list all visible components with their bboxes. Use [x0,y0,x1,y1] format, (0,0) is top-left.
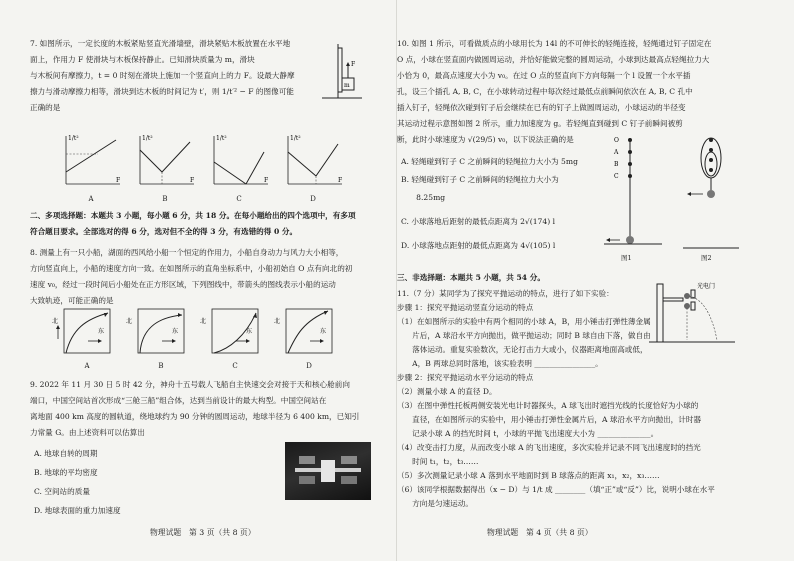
q10-option-a: A. 轻绳碰到钉子 C 之前瞬间的轻绳拉力大小为 5mg [401,157,578,166]
q7-line-4: 擦力与滑动摩擦力相等，滑块到达木板的时间记为 t′，则 1/t′² − F 的图像可能 [30,87,294,96]
q11-fig-photogate-label: 光电门 [697,283,716,290]
q10-line-4: 孔，设三个插孔 A, B, C，在小球转动过程中每次经过最低点前瞬间依次在 A, B, C 孔中 [397,87,693,96]
question-7 [30,38,350,130]
section-2-line-2: 符合题目要求。全部选对的得 6 分，选对但不全的得 3 分，有选错的得 0 分。 [30,227,298,236]
q7-line-1: 7. 如图所示，一定长度的木板紧贴竖直光滑墙壁，滑块紧贴木板放置在水平地 [30,39,291,48]
q11-line-9: （3）在图中弹性托板两侧安装光电计时器探头，A 球飞出时遮挡光线的长度恰好为小球的 [397,401,699,410]
question-9 [30,379,370,445]
q10-option-d: D. 小球落地点距射的最低点距离为 4√(105) l [401,241,556,250]
q7-graph-b [132,132,198,203]
q7-graph-d-x: F [338,177,343,184]
q11-line-13: 时间 t₁，t₂，t₃…… [397,457,479,466]
q10-figure-2-label: 图2 [701,254,712,262]
q8-line-3: 速度 v₀，经过一段时间后小船处在正方形区域，下列图线中，带箭头的图线表示小船的运动 [30,280,336,289]
q7-graph-a [58,132,124,203]
q10-line-1: 10. 如图 1 所示，可看做质点的小球用长为 14l 的不可伸长的轻绳连接，轻绳通过钉子固定在 [397,39,712,48]
q10-line-2: O 点，小球在竖直面内做圆周运动，并恰好能做完整的圆周运动，小球到达最高点轻绳拉力大 [397,55,710,64]
q10-line-6: 其运动过程示意图如图 2 所示，重力加速度为 g。若轻绳直到碰到 C 钉子前瞬间被剪 [397,119,683,128]
q10-options [401,156,597,272]
q8-graph-b-label: B [158,362,164,370]
q8-line-4: 大致轨迹，可能正确的是 [30,296,114,305]
q7-line-2: 面上，作用力 F 使滑块与木板保持静止。已知滑块质量为 m，滑块 [30,55,255,64]
q10-option-b-cont: 8.25mg [401,193,446,202]
q10-fig1-point-a: A [614,149,619,156]
q8-graph-a-north: 北 [52,318,59,325]
q7-graph-a-label: A [88,195,94,203]
q7-apparatus-figure [318,42,366,102]
q9-options [34,448,274,524]
q9-option-b: B. 地球的平均密度 [34,468,98,477]
left-page-footer: 物理试题 第 3 页（共 8 页） [150,528,256,537]
q10-figure-2 [679,128,743,258]
q11-line-8: （2）测量小球 A 的直径 D。 [397,387,497,396]
q7-line-3: 与木板间有摩擦力，t = 0 时刻在滑块上施加一个竖直向上的力 F。设最大静摩 [30,71,295,80]
section-3-heading: 三、非选择题：本题共 5 小题，共 54 分。 [397,273,545,282]
q7-graph-b-label: B [162,195,168,203]
q7-fig-label-m: m [344,82,350,89]
section-2-heading [30,210,370,244]
q9-line-2: 端口，中国空间站首次形成“三舱三船”组合体，达到当前设计的最大构型。中国空间站在 [30,396,327,405]
q10-fig1-point-c: C [614,173,619,180]
q10-figure-1-label: 图1 [621,254,632,262]
question-8 [30,247,370,313]
q11-line-4: 片后，A 球沿水平方向抛出，做平抛运动；同时 B 球自由下落，做自由 [397,331,651,340]
section-2-line-1: 二、多项选择题：本题共 3 小题，每小题 6 分，共 18 分。在每小题给出的四个选项中，有多项 [30,211,356,220]
q8-graph-b-north: 北 [126,318,133,325]
space-station-photo [285,442,371,500]
q9-option-c: C. 空间站的质量 [34,487,90,496]
q7-graph-d-label: D [310,195,316,203]
q7-graph-c-label: C [236,195,242,203]
q8-graph-a-east: 东 [98,328,105,335]
q7-graph-c-y: 1/t² [216,135,227,142]
q11-line-10: 直径，在如图所示的实验中，用小锤击打弹性金属片后，A 球沿水平方向抛出，计时器 [397,415,702,424]
q10-fig1-point-o: O [614,137,619,144]
q7-graph-c [206,132,272,203]
q10-option-b: B. 轻绳碰到钉子 C 之前瞬间的轻绳拉力大小为 [401,175,559,184]
q10-line-7: 断，此时小球速度为 √(29/5) v₀，以下说法正确的是 [397,135,574,144]
question-10 [397,38,727,150]
q10-option-c: C. 小球落地后距射的最低点距离为 2√(174) l [401,217,556,226]
q8-graph-d-east: 东 [320,328,327,335]
q11-line-14: （5）多次测量记录小球 A 落到水平地面时到 B 球落点的距离 x₁，x₂，x₃…… [397,471,660,480]
q7-graph-b-y: 1/t² [142,135,153,142]
q10-fig1-point-b: B [614,161,619,168]
q8-graph-a [52,305,122,370]
q10-figure-1 [602,128,672,253]
q11-line-5: 落体运动。重复实验数次，无论打击力大或小，仪器距离地面高或低， [397,345,648,354]
q7-line-5: 正确的是 [30,103,61,112]
q8-graph-c-north: 北 [200,318,207,325]
q9-option-a: A. 地球自转的周期 [34,449,98,458]
q8-graph-a-label: A [84,362,90,370]
q11-line-7: 步骤 2：探究平抛运动水平分运动的特点 [397,373,534,382]
q7-graph-c-x: F [264,177,269,184]
q10-line-5: 插入钉子，轻绳依次碰到钉子后会继续在已有的钉子上做圆周运动，小球运动的半径变 [397,103,686,112]
q11-line-16: 方向是匀速运动。 [397,499,473,508]
q7-graph-d [280,132,346,203]
q7-graph-a-y: 1/t² [68,135,79,142]
q11-line-1: 11.（7 分）某同学为了探究平抛运动的特点，进行了如下实验： [397,289,614,298]
q7-graph-d-y: 1/t² [290,135,301,142]
q11-line-15: （6）该同学根据数据得出（x − D）与 1/t 成 ________（填“正”或“反”）比，说明小球在水平 [397,485,715,494]
q9-line-3: 离地面 400 km 高度的圆轨道，绕地球约为 90 分钟的圆周运动，地球半径为 6 400 km，已知引 [30,412,360,421]
q11-line-6: A，B 两球总同时落地，该实验表明 ________________。 [397,359,603,368]
q8-graph-b [126,305,196,370]
q10-line-3: 小恰为 0，最高点速度大小为 v₀。在过 O 点的竖直向下方向每隔一个 l 设置一个水平插 [397,71,691,80]
right-page [397,0,794,561]
q11-line-3: （1）在如图所示的实验中有两个相同的小球 A，B，用小锤击打弹性薄金属 [397,317,651,326]
q8-graph-b-east: 东 [172,328,179,335]
q8-graph-c-label: C [232,362,238,370]
q7-graph-b-x: F [190,177,195,184]
q8-graph-d-label: D [306,362,312,370]
q7-fig-label-f: F [351,61,356,68]
q11-line-12: （4）改变击打力度，从而改变小球 A 的飞出速度，多次实验并记录不同飞出速度时的挡光 [397,443,701,452]
q8-graph-d-north: 北 [274,318,281,325]
q8-graph-d [274,305,344,370]
q8-graph-c-east: 东 [246,328,253,335]
q8-line-2: 方向竖直向上，小船的速度方向一致。在如图所示的直角坐标系中，小船初始自 O 点有向北的初 [30,264,353,273]
q9-option-d: D. 地球表面的重力加速度 [34,506,121,515]
q11-line-2: 步骤 1：探究平抛运动竖直分运动的特点 [397,303,534,312]
q11-line-11: 记录小球 A 的挡光时间 t，小球的平抛飞出速度大小为 ______________。 [397,429,659,438]
q9-line-4: 力常量 G。由上述资料可以估算出 [30,428,145,437]
q11-apparatus-figure [647,274,739,354]
q8-graph-c [200,305,270,370]
q9-line-1: 9. 2022 年 11 月 30 日 5 时 42 分，神舟十五号载人飞船自主快速交会对接于天和核心舱前向 [30,380,350,389]
right-page-footer: 物理试题 第 4 页（共 8 页） [487,528,593,537]
q7-graph-a-x: F [116,177,121,184]
q8-line-1: 8. 测量上有一只小船，湖面的西风给小船一个恒定的作用力，小船自身动力与风力大小相等， [30,248,344,257]
